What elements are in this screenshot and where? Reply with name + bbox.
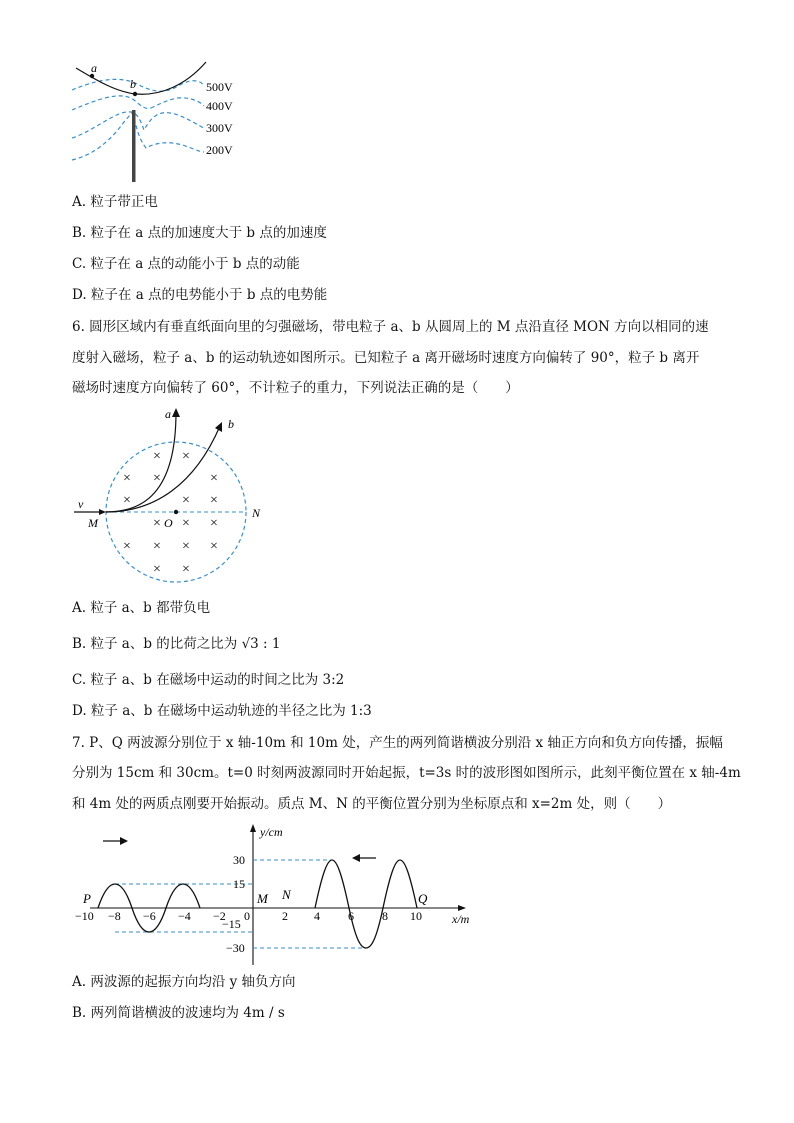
q6-option-c: C. 粒子 a、b 在磁场中运动的时间之比为 3:2 <box>72 672 345 688</box>
wave-q <box>315 860 417 948</box>
x-tick: −6 <box>143 909 156 923</box>
point-q: Q <box>418 891 428 906</box>
label-traj-a: a <box>165 407 171 421</box>
point-m: M <box>257 891 268 906</box>
label-n: N <box>252 506 261 520</box>
field-cross: × <box>153 562 161 577</box>
field-cross: × <box>182 539 190 554</box>
level-200v: 200V <box>206 143 233 157</box>
x-tick: −4 <box>178 909 191 923</box>
level-300v: 300V <box>206 121 233 135</box>
velocity-arrowhead <box>99 509 106 515</box>
field-cross: × <box>153 516 161 531</box>
equipotential-figure <box>66 60 256 185</box>
field-cross: × <box>182 562 190 577</box>
x-tick: −10 <box>75 909 94 923</box>
field-cross: × <box>210 539 218 554</box>
label-a: a <box>91 61 97 75</box>
equipotential-400v-right <box>151 98 204 108</box>
level-500v: 500V <box>206 80 233 94</box>
q6-option-b: B. 粒子 a、b 的比荷之比为 √3 : 1 <box>72 636 281 652</box>
level-400v: 400V <box>206 99 233 113</box>
y-tick-15: 15 <box>233 877 245 891</box>
x-tick: 10 <box>410 909 422 923</box>
y-axis-arrow <box>250 824 256 832</box>
q5-option-a: A. 粒子带正电 <box>72 194 158 210</box>
trajectory-a <box>106 412 176 512</box>
q-direction-arrowhead <box>352 854 360 862</box>
y-axis-label: y/cm <box>260 825 283 839</box>
label-traj-b: b <box>228 417 234 431</box>
field-cross: × <box>153 449 161 464</box>
q6-stem-line-3: 磁场时速度方向偏转了 60°，不计粒子的重力，下列说法正确的是（ ） <box>72 380 519 396</box>
center-o <box>174 510 178 514</box>
x-tick: 2 <box>282 909 288 923</box>
q6-stem-line-1: 6. 圆形区域内有垂直纸面向里的匀强磁场，带电粒子 a、b 从圆周上的 M 点沿直径 MON 方向以相同的速 <box>72 319 709 335</box>
field-cross: × <box>123 471 131 486</box>
label-m: M <box>88 516 98 530</box>
x-tick: −2 <box>213 909 226 923</box>
point-p: P <box>83 891 91 906</box>
q6-option-d: D. 粒子 a、b 在磁场中运动轨迹的半径之比为 1:3 <box>72 703 372 719</box>
label-b: b <box>130 77 136 91</box>
point-n: N <box>282 887 291 902</box>
p-direction-arrowhead <box>120 837 128 845</box>
q6-option-a: A. 粒子 a、b 都带负电 <box>72 600 211 616</box>
field-crosses <box>123 449 218 577</box>
magnetic-field-figure <box>70 404 280 589</box>
x-tick: 6 <box>348 909 354 923</box>
x-tick: 0 <box>244 909 250 923</box>
field-cross: × <box>182 493 190 508</box>
q5-option-c: C. 粒子在 a 点的动能小于 b 点的动能 <box>72 256 300 272</box>
equipotential-200v <box>72 113 204 160</box>
field-cross: × <box>123 539 131 554</box>
q7-stem-line-3: 和 4m 处的两质点刚要开始振动。质点 M、N 的平衡位置分别为坐标原点和 x=2m 处，则（ ） <box>72 796 672 812</box>
field-cross: × <box>182 516 190 531</box>
q5-option-d: D. 粒子在 a 点的电势能小于 b 点的电势能 <box>72 287 328 303</box>
point-b <box>133 92 137 96</box>
field-cross: × <box>210 493 218 508</box>
y-tick-neg30: −30 <box>226 941 245 955</box>
x-tick: 8 <box>382 909 388 923</box>
equipotential-400v <box>72 96 151 110</box>
q7-stem-line-2: 分别为 15cm 和 30cm。t=0 时刻两波源同时开始起振，t=3s 时的波形图如图所示，此刻平衡位置在 x 轴-4m <box>72 765 741 781</box>
wave-graph <box>70 820 490 970</box>
q7-option-a: A. 两波源的起振方向均沿 y 轴负方向 <box>72 974 296 990</box>
field-cross: × <box>153 539 161 554</box>
field-cross: × <box>182 449 190 464</box>
x-tick: 4 <box>314 909 320 923</box>
q6-stem-line-2: 度射入磁场，粒子 a、b 的运动轨迹如图所示。已知粒子 a 离开磁场时速度方向偏转了 90°，粒子 b 离开 <box>72 350 700 366</box>
field-cross: × <box>153 471 161 486</box>
q5-option-b: B. 粒子在 a 点的加速度大于 b 点的加速度 <box>72 225 327 241</box>
x-axis-arrow <box>458 905 466 911</box>
charged-rod <box>132 110 136 182</box>
field-cross: × <box>210 516 218 531</box>
label-o: O <box>164 516 173 530</box>
field-cross: × <box>210 471 218 486</box>
y-tick-neg15: −15 <box>222 917 241 931</box>
q7-stem-line-1: 7. P、Q 两波源分别位于 x 轴-10m 和 10m 处，产生的两列简谐横波分别沿 x 轴正方向和负方向传播，振幅 <box>72 735 723 751</box>
q7-option-b: B. 两列简谐横波的波速均为 4m / s <box>72 1005 285 1021</box>
label-v: v <box>78 497 84 511</box>
x-axis-label: x/m <box>452 912 470 926</box>
y-tick-30: 30 <box>233 853 245 867</box>
field-cross: × <box>123 493 131 508</box>
trajectory-a-arrowhead <box>172 408 180 417</box>
x-tick: −8 <box>108 909 121 923</box>
